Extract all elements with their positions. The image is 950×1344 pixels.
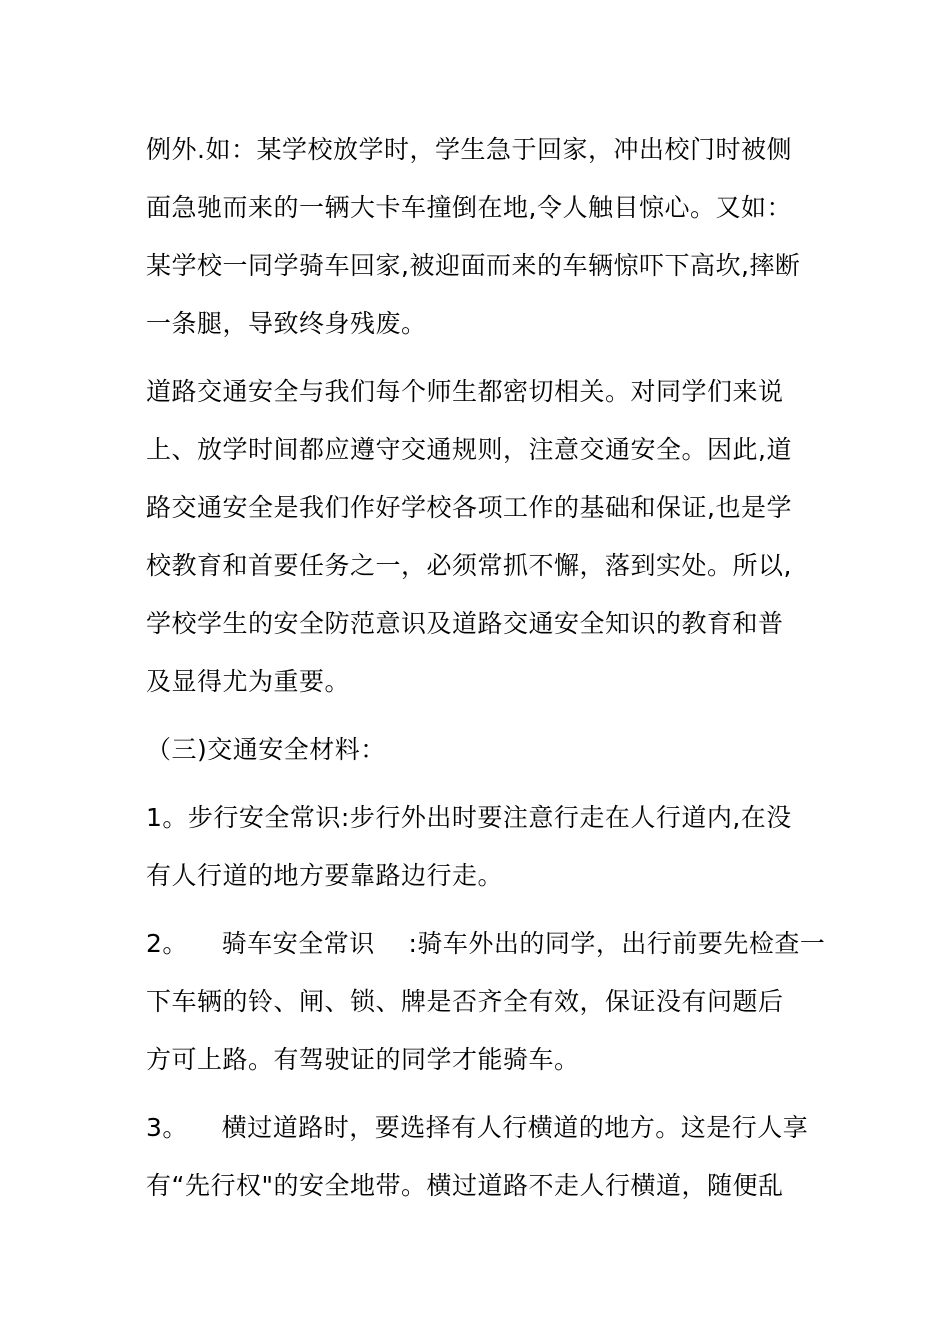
text-line: 面急驰而来的一辆大卡车撞倒在地,令人触目惊心。又如： xyxy=(146,193,792,222)
text-line: 2。 骑车安全常识 :骑车外出的同学，出行前要先检查一 xyxy=(146,929,826,958)
text-line: 上、放学时间都应遵守交通规则，注意交通安全。因此,道 xyxy=(146,435,792,464)
text-line: 路交通安全是我们作好学校各项工作的基础和保证,也是学 xyxy=(146,493,792,522)
section-heading-text: （三)交通安全材料： xyxy=(146,735,386,764)
text-line: 学校学生的安全防范意识及道路交通安全知识的教育和普 xyxy=(146,609,784,638)
text-line: 方可上路。有驾驶证的同学才能骑车。 xyxy=(146,1045,580,1074)
text-line: 某学校一同学骑车回家,被迎面而来的车辆惊吓下高坎,摔断 xyxy=(146,251,801,280)
text-line: 校教育和首要任务之一，必须常抓不懈，落到实处。所以, xyxy=(146,551,792,580)
text-line: 下车辆的铃、闸、锁、牌是否齐全有效，保证没有问题后 xyxy=(146,987,784,1016)
text-line: 3。 横过道路时，要选择有人行横道的地方。这是行人享 xyxy=(146,1113,809,1142)
text-line: 一条腿，导致终身残废。 xyxy=(146,309,427,338)
text-line: 1。步行安全常识:步行外出时要注意行走在人行道内,在没 xyxy=(146,803,792,832)
text-line: 有人行道的地方要靠路边行走。 xyxy=(146,861,504,890)
text-line: 及显得尤为重要。 xyxy=(146,667,351,696)
text-line: 有“先行权"的安全地带。横过道路不走人行横道，随便乱 xyxy=(146,1171,784,1200)
text-line: 例外.如：某学校放学时，学生急于回家，冲出校门时被侧 xyxy=(146,135,792,164)
text-line: 道路交通安全与我们每个师生都密切相关。对同学们来说 xyxy=(146,377,784,406)
